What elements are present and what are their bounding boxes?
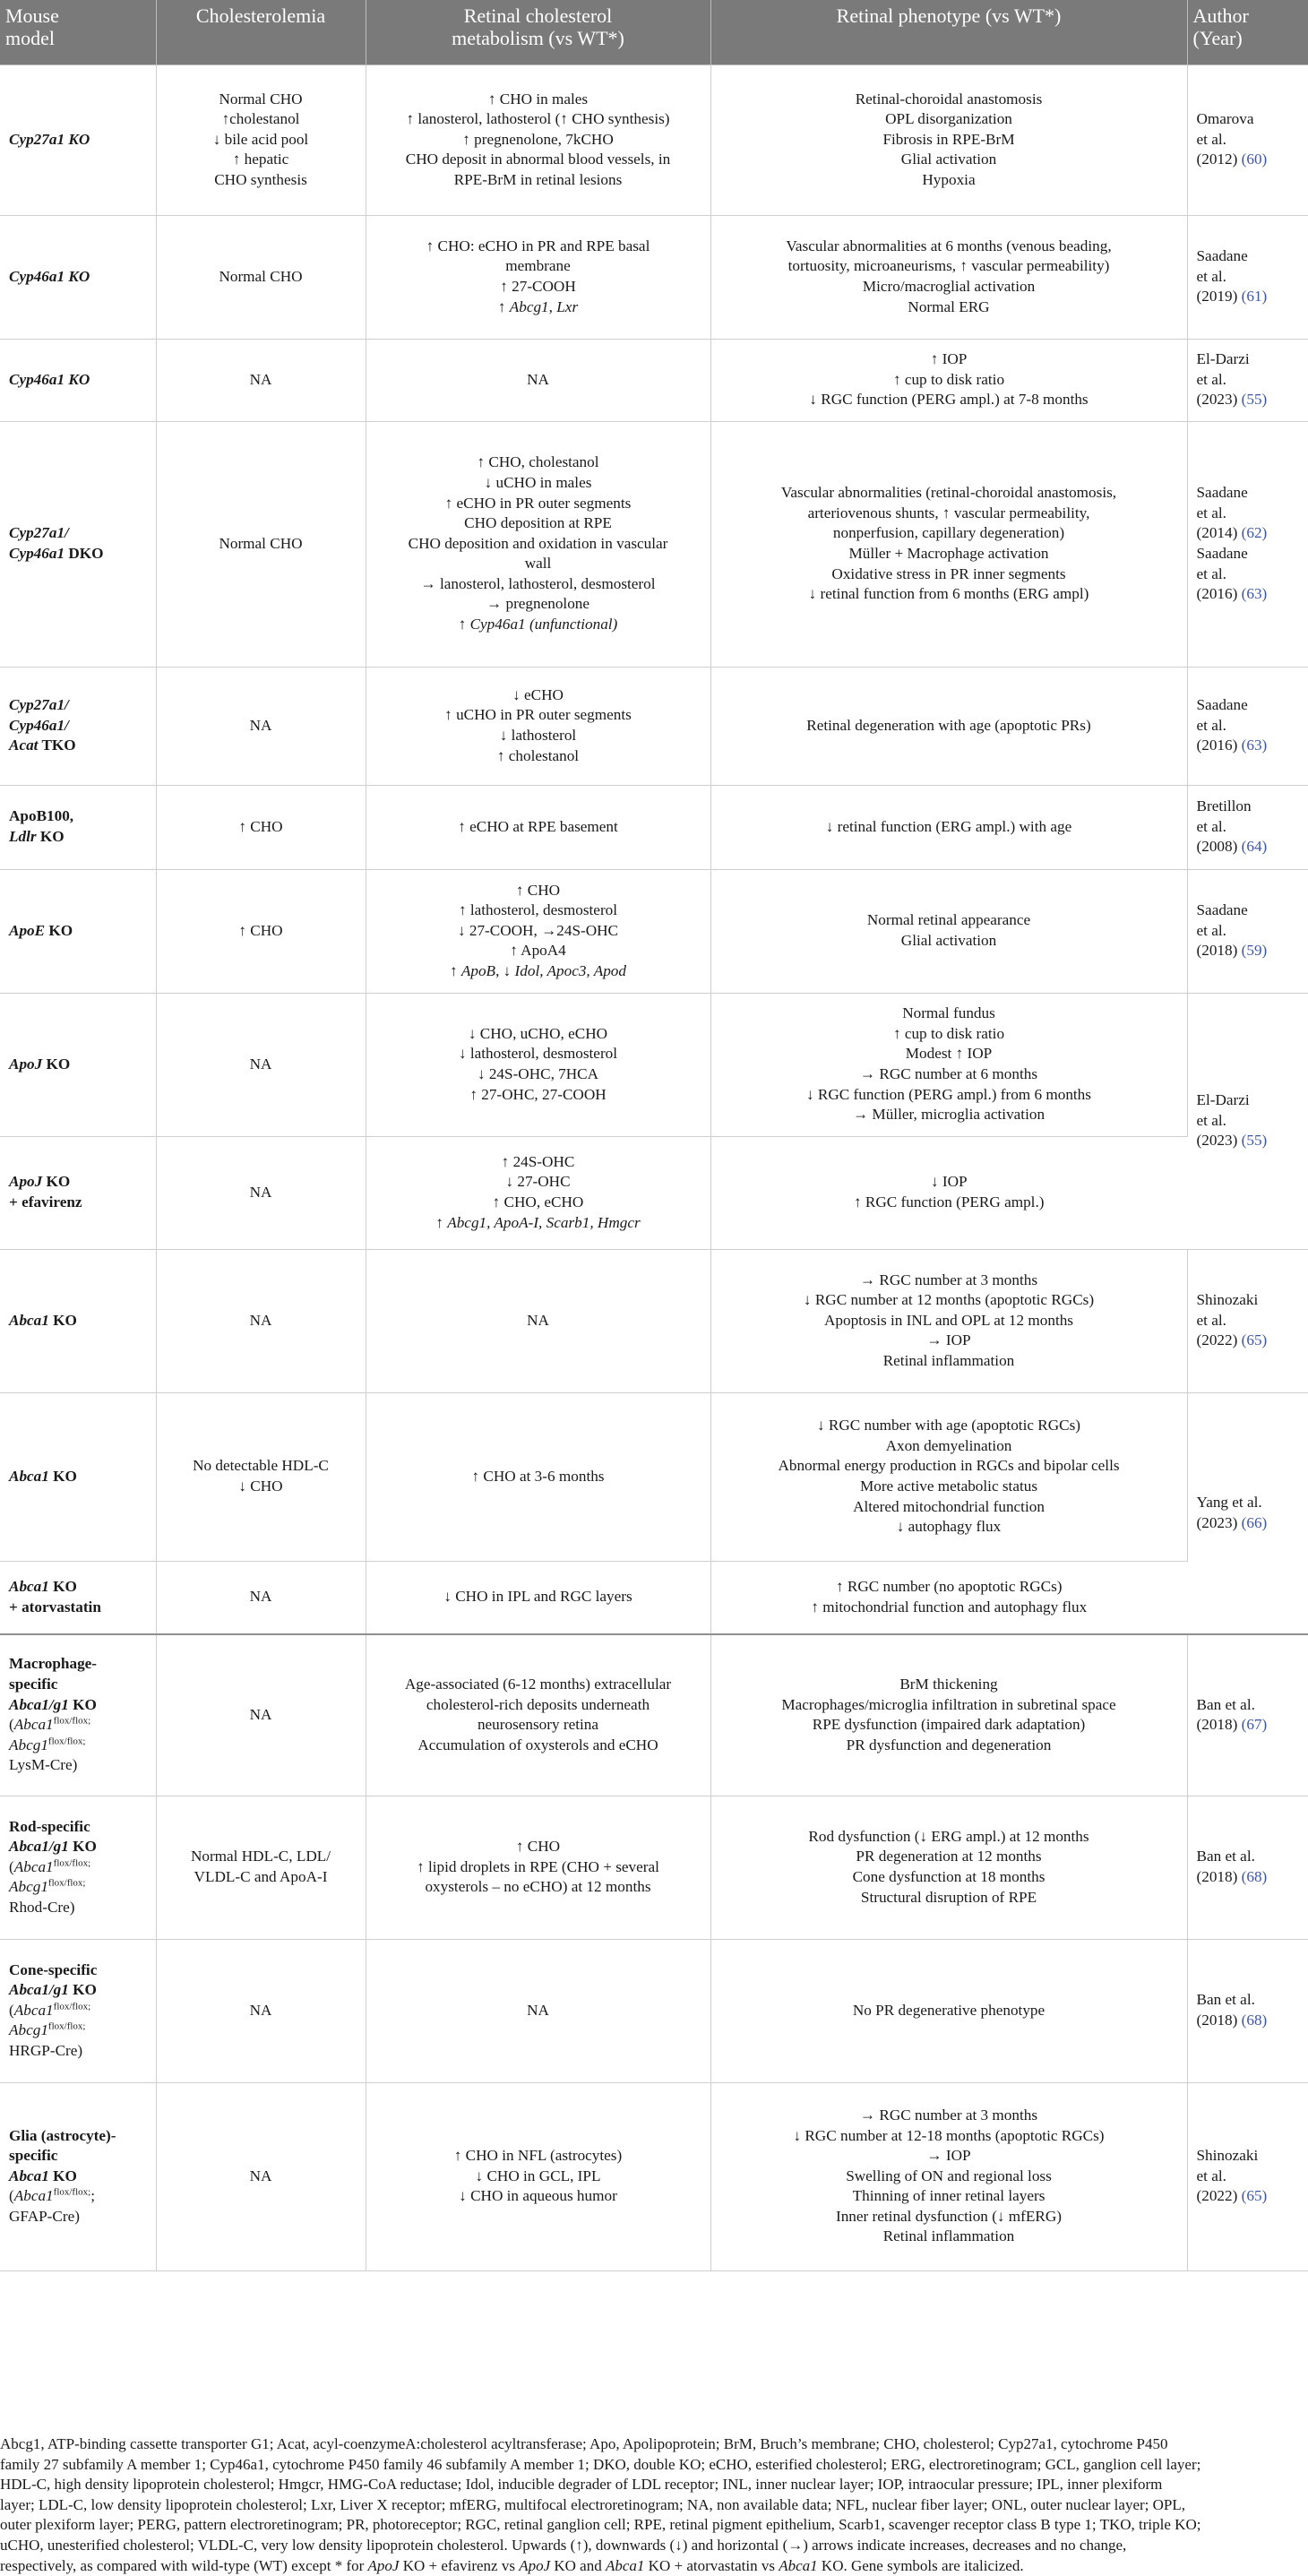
cell-metabolism: ↑ CHO, cholestanol ↓ uCHO in males ↑ eCHO in PR outer segments CHO deposition at RPE CHO deposition and oxidation in vascular wall → lanosterol, lathosterol, desmosterol → pregnenolone ↑ Cyp46a1 (unfunctional)	[366, 421, 710, 667]
cell-cholesterolemia: NA	[156, 1634, 366, 1796]
header-author-year: Author (Year)	[1187, 0, 1308, 65]
cell-phenotype: ↑ RGC number (no apoptotic RGCs) ↑ mitochondrial function and autophagy flux	[710, 1561, 1187, 1634]
cell-cholesterolemia: ↑ CHO	[156, 785, 366, 869]
cell-metabolism: ↑ 24S-OHC ↓ 27-OHC ↑ CHO, eCHO ↑ Abcg1, ApoA-I, Scarb1, Hmgcr	[366, 1136, 710, 1249]
reference-link[interactable]: (65)	[1241, 2187, 1268, 2205]
cell-metabolism: ↓ eCHO ↑ uCHO in PR outer segments ↓ lathosterol ↑ cholestanol	[366, 667, 710, 785]
cell-author: Saadane et al. (2019) (61)	[1187, 215, 1308, 339]
cell-model: Macrophage- specific Abca1/g1 KO ($Abca1^{flox/flox;}$ $Abcg1^{flox/flox;}$ LysM-Cre)	[0, 1634, 156, 1796]
cell-metabolism: NA	[366, 1939, 710, 2082]
cell-model: Glia (astrocyte)- specific Abca1 KO ($Abca1^{flox/flox;}$; GFAP-Cre)	[0, 2082, 156, 2270]
cell-cholesterolemia: NA	[156, 1136, 366, 1249]
cell-cholesterolemia: Normal CHO	[156, 215, 366, 339]
cell-cholesterolemia: NA	[156, 2082, 366, 2270]
table-row	[0, 785, 1308, 869]
cell-phenotype: No PR degenerative phenotype	[710, 1939, 1187, 2082]
table-row	[0, 1392, 1308, 1561]
table-row	[0, 2082, 1308, 2270]
cell-author: Omarova et al. (2012) (60)	[1187, 65, 1308, 215]
cell-model: Cone-specific Abca1/g1 KO ($Abca1^{flox/flox;}$ $Abcg1^{flox/flox;}$ HRGP-Cre)	[0, 1939, 156, 2082]
cell-cholesterolemia: NA	[156, 1561, 366, 1634]
cell-cholesterolemia: No detectable HDL-C ↓ CHO	[156, 1392, 366, 1561]
cell-phenotype: Normal fundus ↑ cup to disk ratio Modest ↑ IOP → RGC number at 6 months ↓ RGC function (PERG ampl.) from 6 months → Müller, microglia activation	[710, 993, 1187, 1136]
cell-metabolism: ↑ CHO in NFL (astrocytes) ↓ CHO in GCL, IPL ↓ CHO in aqueous humor	[366, 2082, 710, 2270]
cell-metabolism: ↑ eCHO at RPE basement	[366, 785, 710, 869]
table-header	[0, 0, 1308, 65]
cell-metabolism: ↑ CHO at 3-6 months	[366, 1392, 710, 1561]
reference-link[interactable]: (63)	[1241, 585, 1268, 603]
cell-author: Saadane et al. (2014) (62) Saadane et al. (2016) (63)	[1187, 421, 1308, 667]
cell-phenotype: Vascular abnormalities at 6 months (venous beading, tortuosity, microaneurisms, ↑ vascular permeability) Micro/macroglial activation Normal ERG	[710, 215, 1187, 339]
cell-cholesterolemia: NA	[156, 339, 366, 421]
cell-author: Shinozaki et al. (2022) (65)	[1187, 1249, 1308, 1392]
cell-metabolism: ↑ CHO in males ↑ lanosterol, lathosterol (↑ CHO synthesis) ↑ pregnenolone, 7kCHO CHO deposit in abnormal blood vessels, in RPE-BrM in retinal lesions	[366, 65, 710, 215]
cell-phenotype: Normal retinal appearance Glial activation	[710, 869, 1187, 993]
table-row	[0, 65, 1308, 215]
reference-link[interactable]: (68)	[1241, 2012, 1268, 2029]
cell-model: Abca1 KO	[0, 1392, 156, 1561]
cell-model: ApoJ KO + efavirenz	[0, 1136, 156, 1249]
cell-author: Ban et al. (2018) (68)	[1187, 1939, 1308, 2082]
table-row	[0, 993, 1308, 1136]
table-footnote: Abcg1, ATP-binding cassette transporter G1; Acat, acyl-coenzymeA:cholesterol acyltransferase; Apo, Apolipoprotein; BrM, Bruch’s membrane; CHO, cholesterol; Cyp27a1, cytochrome P450 family 27 subfamily A member 1; Cyp46a1, cytochrome P450 family 46 subfamily A member 1; DKO, double KO; eCHO, esterified cholesterol; ERG, electroretinogram; GCL, ganglion cell layer; HDL-C, high density lipoprotein cholesterol; Hmgcr, HMG-CoA reductase; Idol, inducible degrader of LDL receptor; INL, inner nuclear layer; IOP, intraocular pressure; IPL, inner plexiform layer; LDL-C, low density lipoprotein cholesterol; Lxr, Liver X receptor; mfERG, multifocal electroretinogram; NA, non available data; NFL, nuclear fiber layer; ONL, outer nuclear layer; OPL, outer plexiform layer; PERG, pattern electroretinogram; PR, photoreceptor; RGC, retinal ganglion cell; RPE, retinal pigment epithelium, Scarb1, scavenger receptor class B type 1; TKO, triple KO; uCHO, unesterified cholesterol; VLDL-C, very low density lipoprotein cholesterol. Upwards (↑), downwards (↓) and horizontal (→) arrows indicate increases, decreases and no change, respectively, as compared with wild-type (WT) except * for ApoJ KO + efavirenz vs ApoJ KO and Abca1 KO + atorvastatin vs Abca1 KO. Gene symbols are italicized.	[0, 2435, 1201, 2574]
reference-link[interactable]: (61)	[1241, 288, 1268, 306]
table-row	[0, 1561, 1308, 1634]
reference-link[interactable]: (64)	[1241, 838, 1268, 856]
cell-phenotype: Retinal-choroidal anastomosis OPL disorganization Fibrosis in RPE-BrM Glial activation Hypoxia	[710, 65, 1187, 215]
header-mouse-model: Mouse model	[0, 0, 156, 65]
cell-model: Rod-specific Abca1/g1 KO ($Abca1^{flox/flox;}$ $Abcg1^{flox/flox;}$ Rhod-Cre)	[0, 1796, 156, 1939]
table-row	[0, 421, 1308, 667]
table-row	[0, 667, 1308, 785]
cell-model: ApoB100, Ldlr KO	[0, 785, 156, 869]
cell-phenotype: Vascular abnormalities (retinal-choroidal anastomosis, arteriovenous shunts, ↑ vascular permeability, nonperfusion, capillary degeneration) Müller + Macrophage activation Oxidative stress in PR inner segments ↓ retinal function from 6 months (ERG ampl)	[710, 421, 1187, 667]
reference-link[interactable]: (63)	[1241, 737, 1268, 754]
cell-author: Bretillon et al. (2008) (64)	[1187, 785, 1308, 869]
cell-model: Cyp27a1/ Cyp46a1 DKO	[0, 421, 156, 667]
reference-link[interactable]: (55)	[1241, 1132, 1268, 1150]
reference-link[interactable]: (59)	[1241, 942, 1268, 960]
table-row	[0, 1796, 1308, 1939]
cell-author: Saadane et al. (2018) (59)	[1187, 869, 1308, 993]
cell-phenotype: ↓ retinal function (ERG ampl.) with age	[710, 785, 1187, 869]
cell-phenotype: ↓ IOP ↑ RGC function (PERG ampl.)	[710, 1136, 1187, 1249]
reference-link[interactable]: (65)	[1241, 1331, 1268, 1349]
cell-cholesterolemia: NA	[156, 993, 366, 1136]
cell-phenotype: → RGC number at 3 months ↓ RGC number at 12-18 months (apoptotic RGCs) → IOP Swelling of ON and regional loss Thinning of inner retinal layers Inner retinal dysfunction (↓ mfERG) Retinal inflammation	[710, 2082, 1187, 2270]
cell-cholesterolemia: Normal HDL-C, LDL/ VLDL-C and ApoA-I	[156, 1796, 366, 1939]
reference-link[interactable]: (68)	[1241, 1868, 1268, 1885]
cell-author: Ban et al. (2018) (68)	[1187, 1796, 1308, 1939]
table-row	[0, 869, 1308, 993]
table-row	[0, 1249, 1308, 1392]
cell-phenotype: BrM thickening Macrophages/microglia infiltration in subretinal space RPE dysfunction (impaired dark adaptation) PR dysfunction and degeneration	[710, 1634, 1187, 1796]
cell-metabolism: NA	[366, 339, 710, 421]
cell-model: Cyp27a1/ Cyp46a1/ Acat TKO	[0, 667, 156, 785]
cell-metabolism: ↓ CHO, uCHO, eCHO ↓ lathosterol, desmosterol ↓ 24S-OHC, 7HCA ↑ 27-OHC, 27-COOH	[366, 993, 710, 1136]
header-cholesterolemia: Cholesterolemia	[156, 0, 366, 65]
table-row	[0, 1136, 1308, 1249]
cell-cholesterolemia: Normal CHO ↑cholestanol ↓ bile acid pool ↑ hepatic CHO synthesis	[156, 65, 366, 215]
table-row	[0, 1939, 1308, 2082]
cell-model: Abca1 KO	[0, 1249, 156, 1392]
cell-cholesterolemia: ↑ CHO	[156, 869, 366, 993]
cell-model: Cyp27a1 KO	[0, 65, 156, 215]
cell-cholesterolemia: NA	[156, 1249, 366, 1392]
cell-metabolism: Age-associated (6-12 months) extracellular cholesterol-rich deposits underneath neurosensory retina Accumulation of oxysterols and eCHO	[366, 1634, 710, 1796]
cell-cholesterolemia: Normal CHO	[156, 421, 366, 667]
table-row	[0, 215, 1308, 339]
cell-cholesterolemia: NA	[156, 1939, 366, 2082]
cell-metabolism: NA	[366, 1249, 710, 1392]
cell-author: El-Darzi et al. (2023) (55)	[1187, 339, 1308, 421]
cell-metabolism: ↓ CHO in IPL and RGC layers	[366, 1561, 710, 1634]
header-retinal-phenotype: Retinal phenotype (vs WT*)	[710, 0, 1187, 65]
cell-cholesterolemia: NA	[156, 667, 366, 785]
cell-author: Shinozaki et al. (2022) (65)	[1187, 2082, 1308, 2270]
cell-author: Saadane et al. (2016) (63)	[1187, 667, 1308, 785]
cell-metabolism: ↑ CHO ↑ lathosterol, desmosterol ↓ 27-COOH, →24S-OHC ↑ ApoA4 ↑ ApoB, ↓ Idol, Apoc3, Apod	[366, 869, 710, 993]
cell-model: Cyp46a1 KO	[0, 339, 156, 421]
cell-phenotype: Rod dysfunction (↓ ERG ampl.) at 12 months PR degeneration at 12 months Cone dysfunction at 18 months Structural disruption of RPE	[710, 1796, 1187, 1939]
reference-link[interactable]: (66)	[1241, 1513, 1268, 1531]
cell-model: ApoE KO	[0, 869, 156, 993]
cell-phenotype: Retinal degeneration with age (apoptotic PRs)	[710, 667, 1187, 785]
reference-link[interactable]: (67)	[1241, 1716, 1268, 1734]
cell-phenotype: → RGC number at 3 months ↓ RGC number at 12 months (apoptotic RGCs) Apoptosis in INL and OPL at 12 months → IOP Retinal inflammation	[710, 1249, 1187, 1392]
table-row	[0, 339, 1308, 421]
reference-link[interactable]: (55)	[1241, 391, 1268, 409]
cell-metabolism: ↑ CHO ↑ lipid droplets in RPE (CHO + several oxysterols – no eCHO) at 12 months	[366, 1796, 710, 1939]
reference-link[interactable]: (60)	[1241, 151, 1268, 168]
table-row	[0, 1634, 1308, 1796]
reference-link[interactable]: (62)	[1241, 524, 1268, 542]
cell-phenotype: ↓ RGC number with age (apoptotic RGCs) Axon demyelination Abnormal energy production in RGCs and bipolar cells More active metabolic status Altered mitochondrial function ↓ autophagy flux	[710, 1392, 1187, 1561]
header-retinal-metabolism: Retinal cholesterol metabolism (vs WT*)	[366, 0, 710, 65]
cell-author: Yang et al. (2023) (66)	[1187, 1392, 1308, 1634]
cell-model: Cyp46a1 KO	[0, 215, 156, 339]
cell-metabolism: ↑ CHO: eCHO in PR and RPE basal membrane ↑ 27-COOH ↑ Abcg1, Lxr	[366, 215, 710, 339]
cell-model: ApoJ KO	[0, 993, 156, 1136]
cell-author: Ban et al. (2018) (67)	[1187, 1634, 1308, 1796]
cell-model: Abca1 KO + atorvastatin	[0, 1561, 156, 1634]
cell-phenotype: ↑ IOP ↑ cup to disk ratio ↓ RGC function (PERG ampl.) at 7-8 months	[710, 339, 1187, 421]
cell-author: El-Darzi et al. (2023) (55)	[1187, 993, 1308, 1249]
